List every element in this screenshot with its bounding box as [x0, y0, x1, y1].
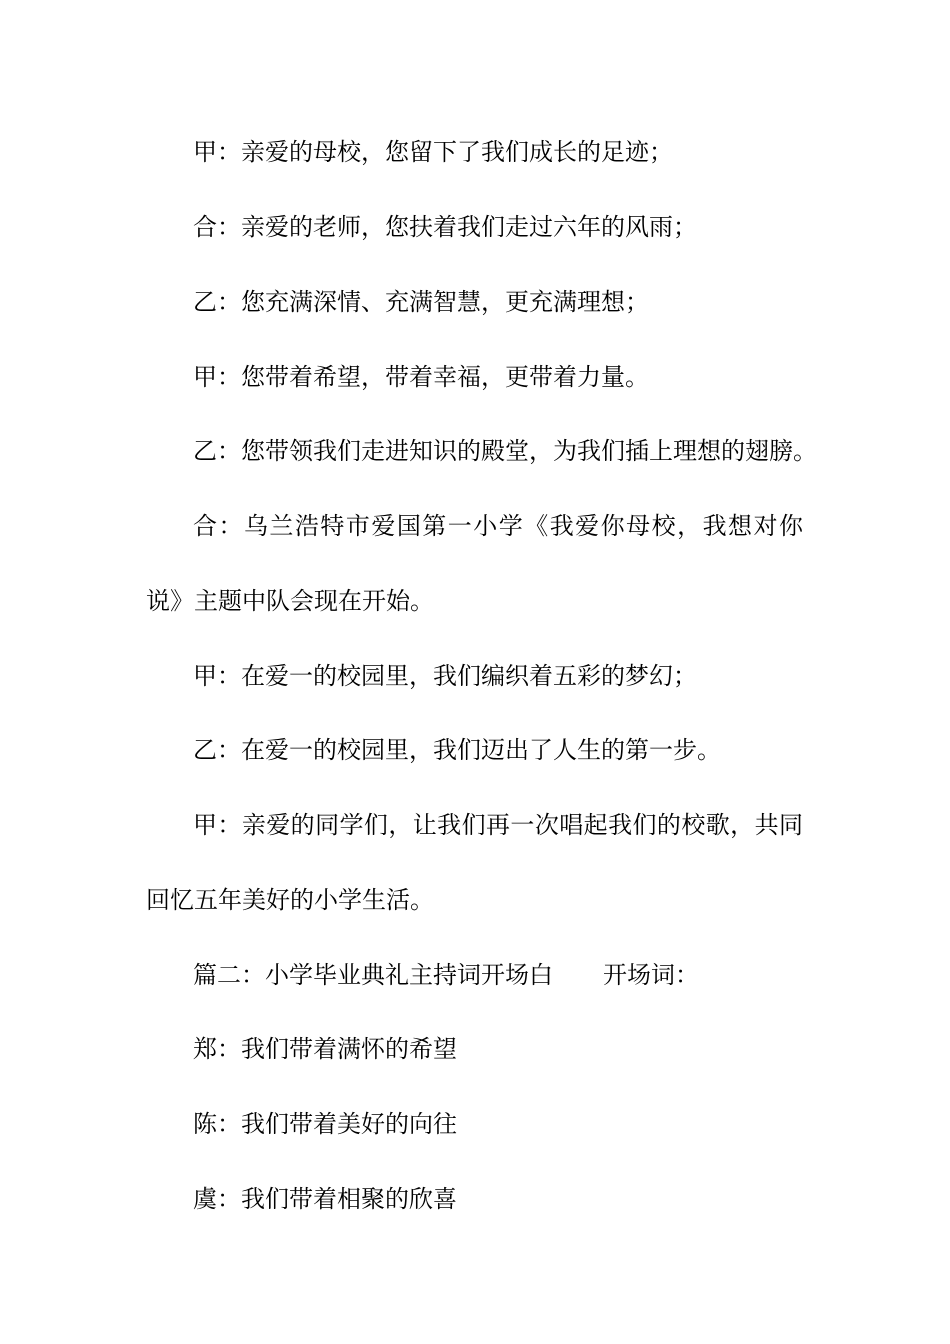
dialogue-line: 虞：我们带着相聚的欣喜 [193, 1185, 457, 1213]
dialogue-line: 乙：在爱一的校园里，我们迈出了人生的第一步。 [193, 736, 721, 764]
section-heading [193, 960, 699, 990]
section-title: 篇二：小学毕业典礼主持词开场白 [193, 961, 553, 989]
dialogue-line: 甲：在爱一的校园里，我们编织着五彩的梦幻； [193, 662, 697, 690]
dialogue-line: 合：乌兰浩特市爱国第一小学《我爱你母校，我想对你 [193, 512, 803, 540]
dialogue-line: 合：亲爱的老师，您扶着我们走过六年的风雨； [193, 213, 697, 241]
dialogue-line: 乙：您充满深情、充满智慧，更充满理想； [193, 288, 649, 316]
dialogue-line: 甲：亲爱的同学们，让我们再一次唱起我们的校歌，共同 [193, 811, 803, 839]
dialogue-line: 甲：亲爱的母校，您留下了我们成长的足迹； [193, 138, 673, 166]
dialogue-line-continuation: 说》主题中队会现在开始。 [146, 587, 434, 615]
dialogue-line: 乙：您带领我们走进知识的殿堂，为我们插上理想的翅膀。 [193, 437, 817, 465]
dialogue-line: 陈：我们带着美好的向往 [193, 1110, 457, 1138]
dialogue-line: 甲：您带着希望，带着幸福，更带着力量。 [193, 363, 649, 391]
section-subtitle: 开场词： [603, 961, 699, 989]
dialogue-line: 郑：我们带着满怀的希望 [193, 1035, 457, 1063]
dialogue-line-continuation: 回忆五年美好的小学生活。 [146, 886, 434, 914]
